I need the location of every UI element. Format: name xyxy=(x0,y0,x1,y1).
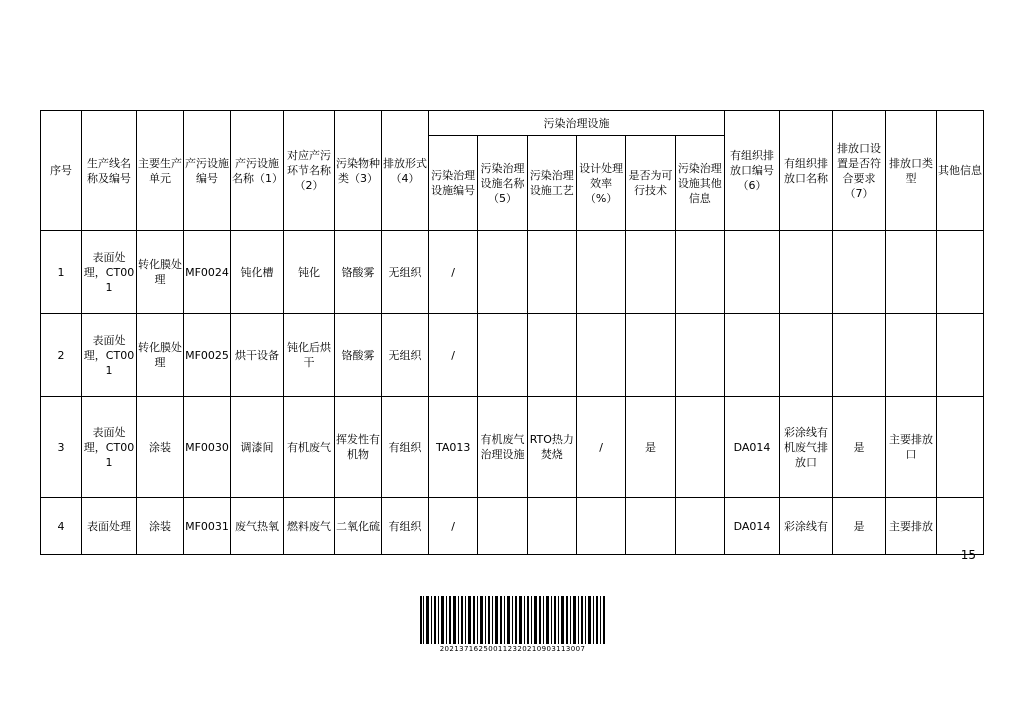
cell-unit: 转化膜处理 xyxy=(137,314,184,397)
cell-no: 2 xyxy=(41,314,82,397)
column-header-outlet-name: 有组织排放口名称 xyxy=(780,111,833,231)
cell-outlet-code: DA014 xyxy=(725,498,780,555)
cell-facility-name: 烘干设备 xyxy=(231,314,284,397)
column-header-emission-form: 排放形式（4） xyxy=(382,111,429,231)
cell-feasible xyxy=(626,231,675,314)
cell-efficiency xyxy=(576,498,625,555)
column-header-facility-code: 产污设施编号 xyxy=(184,111,231,231)
barcode-icon xyxy=(420,596,605,644)
cell-outlet-code xyxy=(725,231,780,314)
cell-efficiency: / xyxy=(576,397,625,498)
page-number: 15 xyxy=(960,548,976,562)
cell-emission-form: 无组织 xyxy=(382,314,429,397)
cell-outlet-ok: 是 xyxy=(833,397,886,498)
cell-other xyxy=(937,397,984,498)
cell-treat-tech xyxy=(527,231,576,314)
cell-process: 钝化 xyxy=(284,231,335,314)
cell-line: 表面处理 xyxy=(82,498,137,555)
cell-outlet-name: 彩涂线有 xyxy=(780,498,833,555)
table-header xyxy=(41,111,984,231)
cell-emission-form: 无组织 xyxy=(382,231,429,314)
cell-feasible: 是 xyxy=(626,397,675,498)
cell-outlet-type: 主要排放 xyxy=(886,498,937,555)
pollution-control-table xyxy=(40,110,984,555)
cell-efficiency xyxy=(576,314,625,397)
table-body xyxy=(41,231,984,555)
cell-treat-code: TA013 xyxy=(429,397,478,498)
cell-other xyxy=(937,314,984,397)
cell-process: 钝化后烘干 xyxy=(284,314,335,397)
cell-facility-code: MF0030 xyxy=(184,397,231,498)
cell-other xyxy=(937,231,984,314)
cell-outlet-ok xyxy=(833,231,886,314)
barcode-number: 202137162500112320210903113007 xyxy=(439,645,586,653)
cell-facility-name: 调漆间 xyxy=(231,397,284,498)
column-header-treat-code: 污染治理设施编号 xyxy=(429,136,478,231)
table-header-group-row xyxy=(41,111,984,136)
column-header-process: 对应产污环节名称（2） xyxy=(284,111,335,231)
table-row xyxy=(41,397,984,498)
cell-outlet-code xyxy=(725,314,780,397)
cell-unit: 涂装 xyxy=(137,498,184,555)
cell-facility-name: 钝化槽 xyxy=(231,231,284,314)
cell-treat-code: / xyxy=(429,231,478,314)
column-header-unit: 主要生产单元 xyxy=(137,111,184,231)
cell-treat-name: 有机废气治理设施 xyxy=(478,397,527,498)
cell-outlet-code: DA014 xyxy=(725,397,780,498)
column-header-treat-other: 污染治理设施其他信息 xyxy=(675,136,724,231)
cell-outlet-ok: 是 xyxy=(833,498,886,555)
column-header-group-treatment: 污染治理设施 xyxy=(429,111,725,136)
column-header-outlet-type: 排放口类型 xyxy=(886,111,937,231)
cell-line: 表面处理，CT001 xyxy=(82,314,137,397)
table-row xyxy=(41,314,984,397)
cell-facility-code: MF0024 xyxy=(184,231,231,314)
cell-treat-name xyxy=(478,498,527,555)
cell-treat-name xyxy=(478,231,527,314)
column-header-facility-name: 产污设施名称（1） xyxy=(231,111,284,231)
cell-efficiency xyxy=(576,231,625,314)
column-header-pollutant: 污染物种类（3） xyxy=(335,111,382,231)
cell-pollutant: 挥发性有机物 xyxy=(335,397,382,498)
cell-emission-form: 有组织 xyxy=(382,397,429,498)
cell-facility-name: 废气热氧 xyxy=(231,498,284,555)
column-header-outlet-ok: 排放口设置是否符合要求（7） xyxy=(833,111,886,231)
column-header-efficiency: 设计处理效率（%） xyxy=(576,136,625,231)
cell-process: 燃料废气 xyxy=(284,498,335,555)
cell-outlet-type xyxy=(886,314,937,397)
cell-treat-code: / xyxy=(429,314,478,397)
cell-no: 3 xyxy=(41,397,82,498)
cell-facility-code: MF0031 xyxy=(184,498,231,555)
cell-outlet-name: 彩涂线有机废气排放口 xyxy=(780,397,833,498)
table-row xyxy=(41,498,984,555)
cell-outlet-type: 主要排放口 xyxy=(886,397,937,498)
cell-unit: 转化膜处理 xyxy=(137,231,184,314)
cell-pollutant: 二氧化硫 xyxy=(335,498,382,555)
cell-feasible xyxy=(626,498,675,555)
column-header-outlet-code: 有组织排放口编号（6） xyxy=(725,111,780,231)
barcode xyxy=(420,596,605,653)
cell-line: 表面处理，CT001 xyxy=(82,397,137,498)
cell-no: 1 xyxy=(41,231,82,314)
cell-facility-code: MF0025 xyxy=(184,314,231,397)
cell-treat-other xyxy=(675,498,724,555)
cell-treat-tech: RTO热力焚烧 xyxy=(527,397,576,498)
cell-emission-form: 有组织 xyxy=(382,498,429,555)
column-header-line: 生产线名称及编号 xyxy=(82,111,137,231)
cell-process: 有机废气 xyxy=(284,397,335,498)
cell-treat-other xyxy=(675,231,724,314)
column-header-feasible: 是否为可行技术 xyxy=(626,136,675,231)
column-header-no: 序号 xyxy=(41,111,82,231)
cell-outlet-name xyxy=(780,314,833,397)
cell-unit: 涂装 xyxy=(137,397,184,498)
cell-pollutant: 铬酸雾 xyxy=(335,314,382,397)
cell-outlet-name xyxy=(780,231,833,314)
cell-line: 表面处理，CT001 xyxy=(82,231,137,314)
column-header-other: 其他信息 xyxy=(937,111,984,231)
cell-treat-tech xyxy=(527,314,576,397)
cell-no: 4 xyxy=(41,498,82,555)
cell-treat-name xyxy=(478,314,527,397)
cell-treat-tech xyxy=(527,498,576,555)
cell-treat-other xyxy=(675,314,724,397)
cell-treat-other xyxy=(675,397,724,498)
column-header-treat-tech: 污染治理设施工艺 xyxy=(527,136,576,231)
cell-pollutant: 铬酸雾 xyxy=(335,231,382,314)
column-header-treat-name: 污染治理设施名称（5） xyxy=(478,136,527,231)
cell-treat-code: / xyxy=(429,498,478,555)
cell-outlet-ok xyxy=(833,314,886,397)
table-row xyxy=(41,231,984,314)
cell-feasible xyxy=(626,314,675,397)
cell-other xyxy=(937,498,984,555)
cell-outlet-type xyxy=(886,231,937,314)
